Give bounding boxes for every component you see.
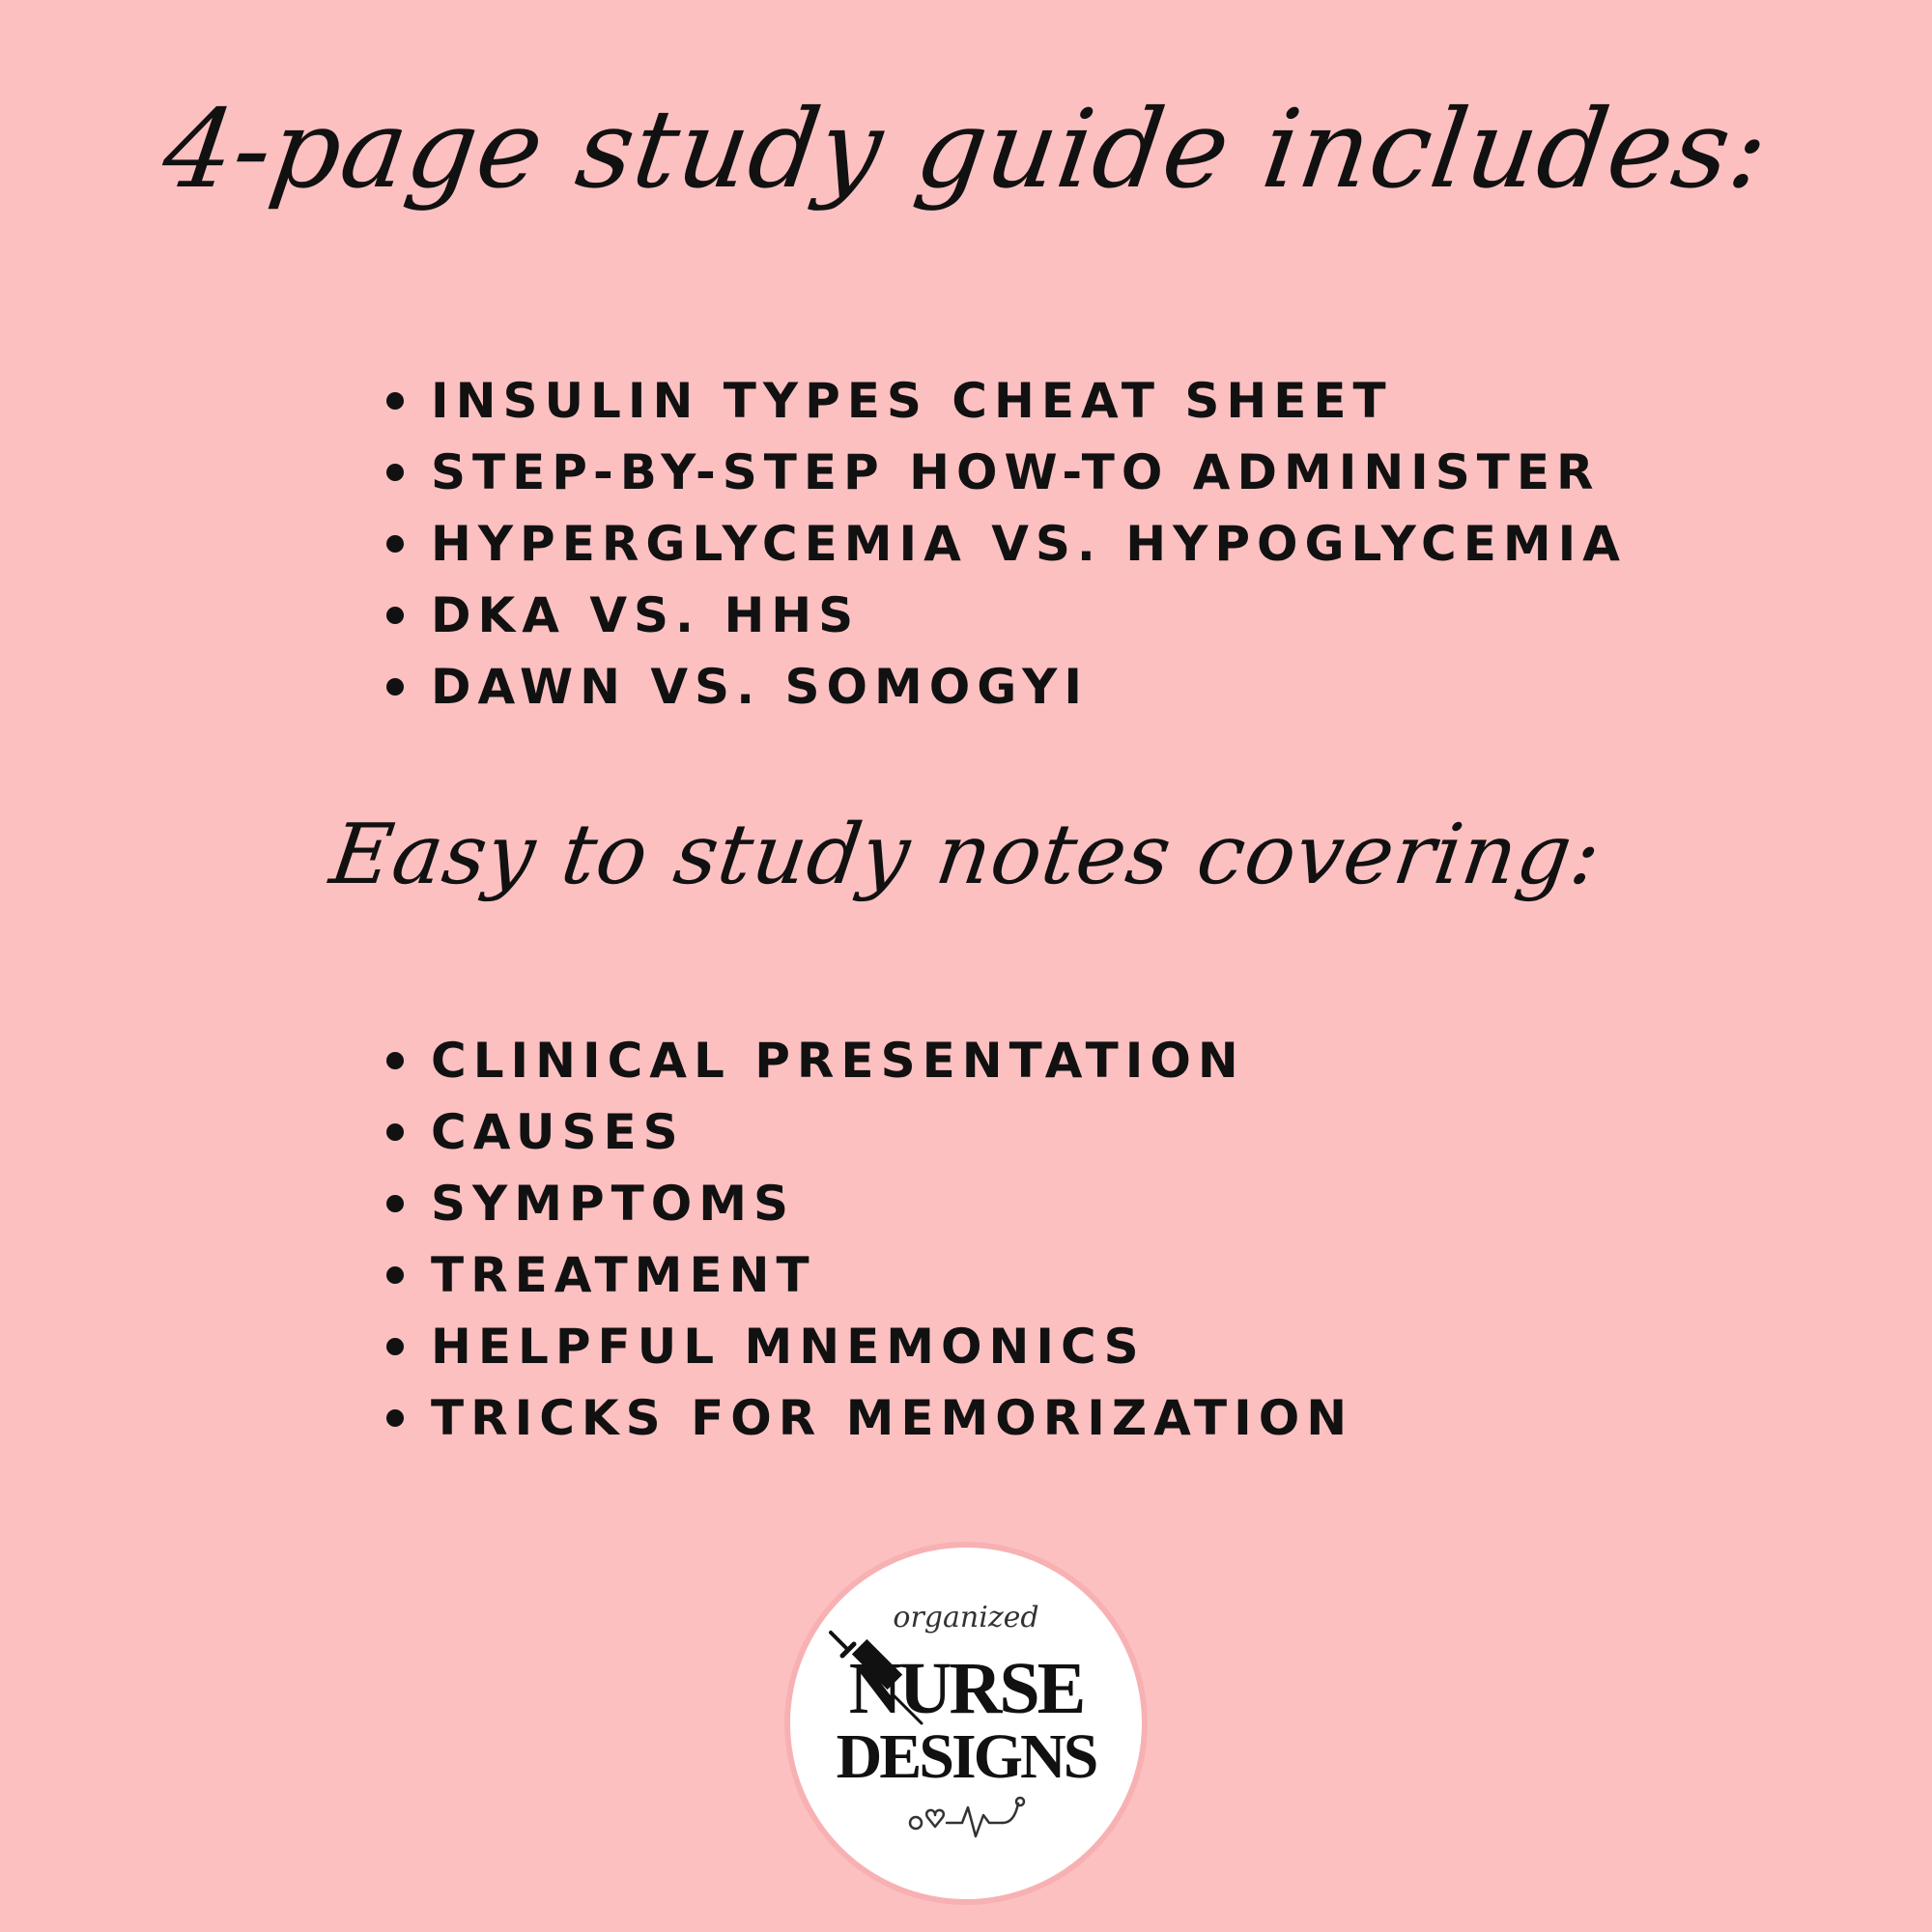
list-item — [386, 437, 1627, 508]
list-item — [386, 1168, 1353, 1239]
list-item — [386, 1239, 1353, 1311]
stethoscope-heartbeat-icon — [906, 1794, 1032, 1842]
list-item-text: TRICKS FOR MEMORIZATION — [431, 1390, 1354, 1446]
list-item-text: TREATMENT — [431, 1247, 816, 1303]
list-item — [386, 508, 1627, 580]
list-item-text: STEP-BY-STEP HOW-TO ADMINISTER — [431, 444, 1601, 500]
list-item-text: SYMPTOMS — [431, 1176, 795, 1232]
section-1-heading: 4-page study guide includes: — [156, 87, 1776, 213]
bullet-icon — [386, 392, 404, 410]
bullet-icon — [386, 1052, 404, 1069]
list-item — [386, 365, 1627, 437]
list-item — [386, 1382, 1353, 1454]
bullet-icon — [386, 1266, 404, 1284]
list-item-text: HYPERGLYCEMIA VS. HYPOGLYCEMIA — [431, 516, 1627, 572]
section-2-heading: Easy to study notes covering: — [325, 807, 1607, 903]
bullet-icon — [386, 1195, 404, 1212]
bullet-icon — [386, 678, 404, 696]
bullet-icon — [386, 535, 404, 553]
list-item-text: DKA VS. HHS — [431, 587, 861, 643]
bullet-icon — [386, 1338, 404, 1355]
guide-contents-list — [386, 365, 1627, 723]
bullet-icon — [386, 607, 404, 624]
list-item-text: DAWN VS. SOMOGYI — [431, 659, 1089, 715]
list-item — [386, 1096, 1353, 1168]
logo-line-1: NURSE — [848, 1648, 1084, 1729]
list-item — [386, 1311, 1353, 1382]
bullet-icon — [386, 1123, 404, 1141]
list-item — [386, 580, 1627, 651]
list-item-text: INSULIN TYPES CHEAT SHEET — [431, 373, 1393, 429]
list-item — [386, 1025, 1353, 1096]
list-item-text: CAUSES — [431, 1104, 685, 1160]
logo-script-text: organized — [893, 1601, 1039, 1634]
bullet-icon — [386, 464, 404, 481]
list-item-text: CLINICAL PRESENTATION — [431, 1033, 1245, 1089]
list-item-text: HELPFUL MNEMONICS — [431, 1319, 1146, 1375]
notes-topics-list — [386, 1025, 1353, 1454]
brand-logo — [790, 1548, 1142, 1899]
list-item — [386, 651, 1627, 723]
logo-line-2: DESIGNS — [836, 1721, 1096, 1792]
bullet-icon — [386, 1409, 404, 1427]
